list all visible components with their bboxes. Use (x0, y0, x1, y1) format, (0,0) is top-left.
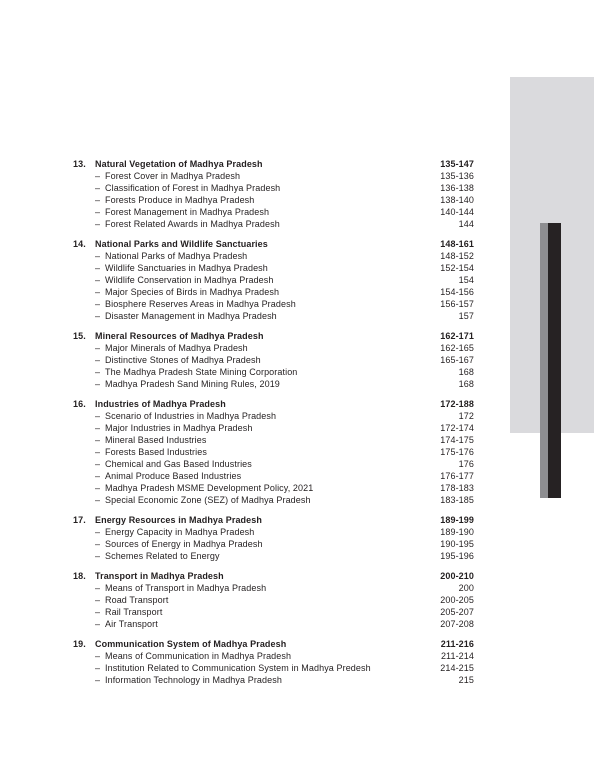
chapter-block (73, 238, 474, 322)
chapter-row (73, 570, 474, 582)
toc-item-row (73, 674, 474, 686)
chapter-title: Natural Vegetation of Madhya Pradesh (95, 159, 263, 169)
item-dash: – (95, 607, 101, 617)
toc-item-row (73, 618, 474, 630)
item-pages: 168 (458, 379, 474, 389)
item-pages: 154 (458, 275, 474, 285)
item-label: Major Species of Birds in Madhya Pradesh (105, 287, 280, 297)
item-pages: 157 (458, 311, 474, 321)
chapter-number: 17. (73, 515, 86, 525)
item-label: Means of Communication in Madhya Pradesh (105, 651, 292, 661)
item-pages: 138-140 (440, 195, 474, 205)
item-dash: – (95, 651, 101, 661)
toc-item-row (73, 378, 474, 390)
item-dash: – (95, 471, 101, 481)
item-dash: – (95, 343, 101, 353)
chapter-block (73, 638, 474, 686)
toc-item-row (73, 662, 474, 674)
item-label: Forests Based Industries (105, 447, 207, 457)
item-label: Major Industries in Madhya Pradesh (105, 423, 253, 433)
item-dash: – (95, 435, 101, 445)
item-dash: – (95, 583, 101, 593)
chapter-row (73, 514, 474, 526)
spine-bar-gray (540, 223, 548, 498)
item-dash: – (95, 411, 101, 421)
toc-item-row (73, 582, 474, 594)
item-dash: – (95, 619, 101, 629)
toc-item-row (73, 422, 474, 434)
item-dash: – (95, 251, 101, 261)
item-dash: – (95, 459, 101, 469)
item-dash: – (95, 663, 101, 673)
item-label: Special Economic Zone (SEZ) of Madhya Pradesh (105, 495, 311, 505)
item-pages: 205-207 (440, 607, 474, 617)
item-pages: 140-144 (440, 207, 474, 217)
item-dash: – (95, 311, 101, 321)
chapter-title: Industries of Madhya Pradesh (95, 399, 226, 409)
item-label: Forest Management in Madhya Pradesh (105, 207, 270, 217)
item-pages: 195-196 (440, 551, 474, 561)
toc-item-row (73, 594, 474, 606)
chapter-title: Communication System of Madhya Pradesh (95, 639, 287, 649)
item-label: Disaster Management in Madhya Pradesh (105, 311, 277, 321)
item-pages: 172-174 (440, 423, 474, 433)
item-pages: 154-156 (440, 287, 474, 297)
item-pages: 152-154 (440, 263, 474, 273)
chapter-block (73, 514, 474, 562)
toc-item-row (73, 410, 474, 422)
item-pages: 211-214 (440, 651, 474, 661)
item-label: Wildlife Conservation in Madhya Pradesh (105, 275, 274, 285)
item-dash: – (95, 355, 101, 365)
item-dash: – (95, 483, 101, 493)
toc-item-row (73, 354, 474, 366)
item-pages: 135-136 (440, 171, 474, 181)
chapter-number: 15. (73, 331, 86, 341)
toc-item-row (73, 446, 474, 458)
chapter-block (73, 158, 474, 230)
item-dash: – (95, 287, 101, 297)
item-dash: – (95, 423, 101, 433)
item-label: Forest Cover in Madhya Pradesh (105, 171, 241, 181)
item-dash: – (95, 207, 101, 217)
chapter-title: National Parks and Wildlife Sanctuaries (95, 239, 268, 249)
item-pages: 178-183 (440, 483, 474, 493)
item-dash: – (95, 195, 101, 205)
chapter-pages: 162-171 (440, 331, 474, 341)
item-pages: 175-176 (440, 447, 474, 457)
item-label: Classification of Forest in Madhya Pradesh (105, 183, 281, 193)
item-pages: 176 (458, 459, 474, 469)
chapter-row (73, 238, 474, 250)
item-pages: 174-175 (440, 435, 474, 445)
toc-item-row (73, 434, 474, 446)
item-dash: – (95, 367, 101, 377)
toc-item-row (73, 342, 474, 354)
item-pages: 172 (458, 411, 474, 421)
item-pages: 215 (458, 675, 474, 685)
item-pages: 200 (458, 583, 474, 593)
chapter-pages: 200-210 (440, 571, 474, 581)
item-dash: – (95, 447, 101, 457)
toc-item-row (73, 650, 474, 662)
item-label: Sources of Energy in Madhya Pradesh (105, 539, 263, 549)
item-label: Major Minerals of Madhya Pradesh (105, 343, 248, 353)
item-dash: – (95, 171, 101, 181)
chapter-number: 14. (73, 239, 86, 249)
item-dash: – (95, 299, 101, 309)
chapter-block (73, 330, 474, 390)
chapter-number: 13. (73, 159, 86, 169)
item-pages: 214-215 (440, 663, 474, 673)
item-label: Information Technology in Madhya Pradesh (105, 675, 282, 685)
toc-item-row (73, 366, 474, 378)
item-label: Air Transport (105, 619, 158, 629)
item-label: Distinctive Stones of Madhya Pradesh (105, 355, 261, 365)
item-dash: – (95, 219, 101, 229)
item-label: Forests Produce in Madhya Pradesh (105, 195, 255, 205)
toc-item-row (73, 250, 474, 262)
toc-item-row (73, 470, 474, 482)
item-pages: 183-185 (440, 495, 474, 505)
item-pages: 168 (458, 367, 474, 377)
item-label: National Parks of Madhya Pradesh (105, 251, 248, 261)
chapter-pages: 189-199 (440, 515, 474, 525)
chapter-row (73, 638, 474, 650)
item-label: Institution Related to Communication System in Madhya Predesh (105, 663, 371, 673)
chapter-row (73, 158, 474, 170)
item-dash: – (95, 275, 101, 285)
item-label: Schemes Related to Energy (105, 551, 220, 561)
table-of-contents (73, 158, 474, 686)
toc-item-row (73, 482, 474, 494)
chapter-title: Energy Resources in Madhya Pradesh (95, 515, 262, 525)
item-label: Madhya Pradesh Sand Mining Rules, 2019 (105, 379, 280, 389)
chapter-pages: 148-161 (440, 239, 474, 249)
item-label: Animal Produce Based Industries (105, 471, 242, 481)
toc-item-row (73, 494, 474, 506)
toc-item-row (73, 526, 474, 538)
item-pages: 156-157 (440, 299, 474, 309)
toc-item-row (73, 458, 474, 470)
item-dash: – (95, 263, 101, 273)
toc-item-row (73, 182, 474, 194)
toc-item-row (73, 194, 474, 206)
item-pages: 162-165 (440, 343, 474, 353)
chapter-title: Transport in Madhya Pradesh (95, 571, 224, 581)
toc-item-row (73, 606, 474, 618)
item-dash: – (95, 675, 101, 685)
item-pages: 207-208 (440, 619, 474, 629)
chapter-pages: 135-147 (440, 159, 474, 169)
item-label: Mineral Based Industries (105, 435, 207, 445)
toc-item-row (73, 538, 474, 550)
chapter-row (73, 330, 474, 342)
item-dash: – (95, 551, 101, 561)
item-pages: 200-205 (440, 595, 474, 605)
chapter-pages: 172-188 (440, 399, 474, 409)
spine-bar-black (548, 223, 561, 498)
item-dash: – (95, 527, 101, 537)
chapter-number: 19. (73, 639, 86, 649)
item-pages: 176-177 (440, 471, 474, 481)
chapter-pages: 211-216 (440, 639, 474, 649)
toc-item-row (73, 286, 474, 298)
toc-item-row (73, 298, 474, 310)
toc-item-row (73, 170, 474, 182)
toc-item-row (73, 206, 474, 218)
item-label: Madhya Pradesh MSME Development Policy, 2021 (105, 483, 314, 493)
toc-item-row (73, 274, 474, 286)
item-dash: – (95, 183, 101, 193)
toc-item-row (73, 262, 474, 274)
item-pages: 190-195 (440, 539, 474, 549)
item-pages: 148-152 (440, 251, 474, 261)
item-label: Scenario of Industries in Madhya Pradesh (105, 411, 277, 421)
item-dash: – (95, 595, 101, 605)
chapter-row (73, 398, 474, 410)
chapter-number: 18. (73, 571, 86, 581)
toc-item-row (73, 310, 474, 322)
item-label: Energy Capacity in Madhya Pradesh (105, 527, 255, 537)
chapter-number: 16. (73, 399, 86, 409)
item-label: Means of Transport in Madhya Pradesh (105, 583, 267, 593)
item-label: Forest Related Awards in Madhya Pradesh (105, 219, 280, 229)
item-pages: 144 (458, 219, 474, 229)
chapter-block (73, 570, 474, 630)
item-label: Wildlife Sanctuaries in Madhya Pradesh (105, 263, 268, 273)
item-dash: – (95, 379, 101, 389)
item-label: Chemical and Gas Based Industries (105, 459, 252, 469)
toc-item-row (73, 550, 474, 562)
item-label: Road Transport (105, 595, 169, 605)
item-label: The Madhya Pradesh State Mining Corporation (105, 367, 298, 377)
item-label: Biosphere Reserves Areas in Madhya Pradesh (105, 299, 296, 309)
item-dash: – (95, 495, 101, 505)
item-pages: 165-167 (440, 355, 474, 365)
chapter-title: Mineral Resources of Madhya Pradesh (95, 331, 264, 341)
toc-item-row (73, 218, 474, 230)
item-label: Rail Transport (105, 607, 163, 617)
item-pages: 136-138 (440, 183, 474, 193)
item-pages: 189-190 (440, 527, 474, 537)
chapter-block (73, 398, 474, 506)
item-dash: – (95, 539, 101, 549)
